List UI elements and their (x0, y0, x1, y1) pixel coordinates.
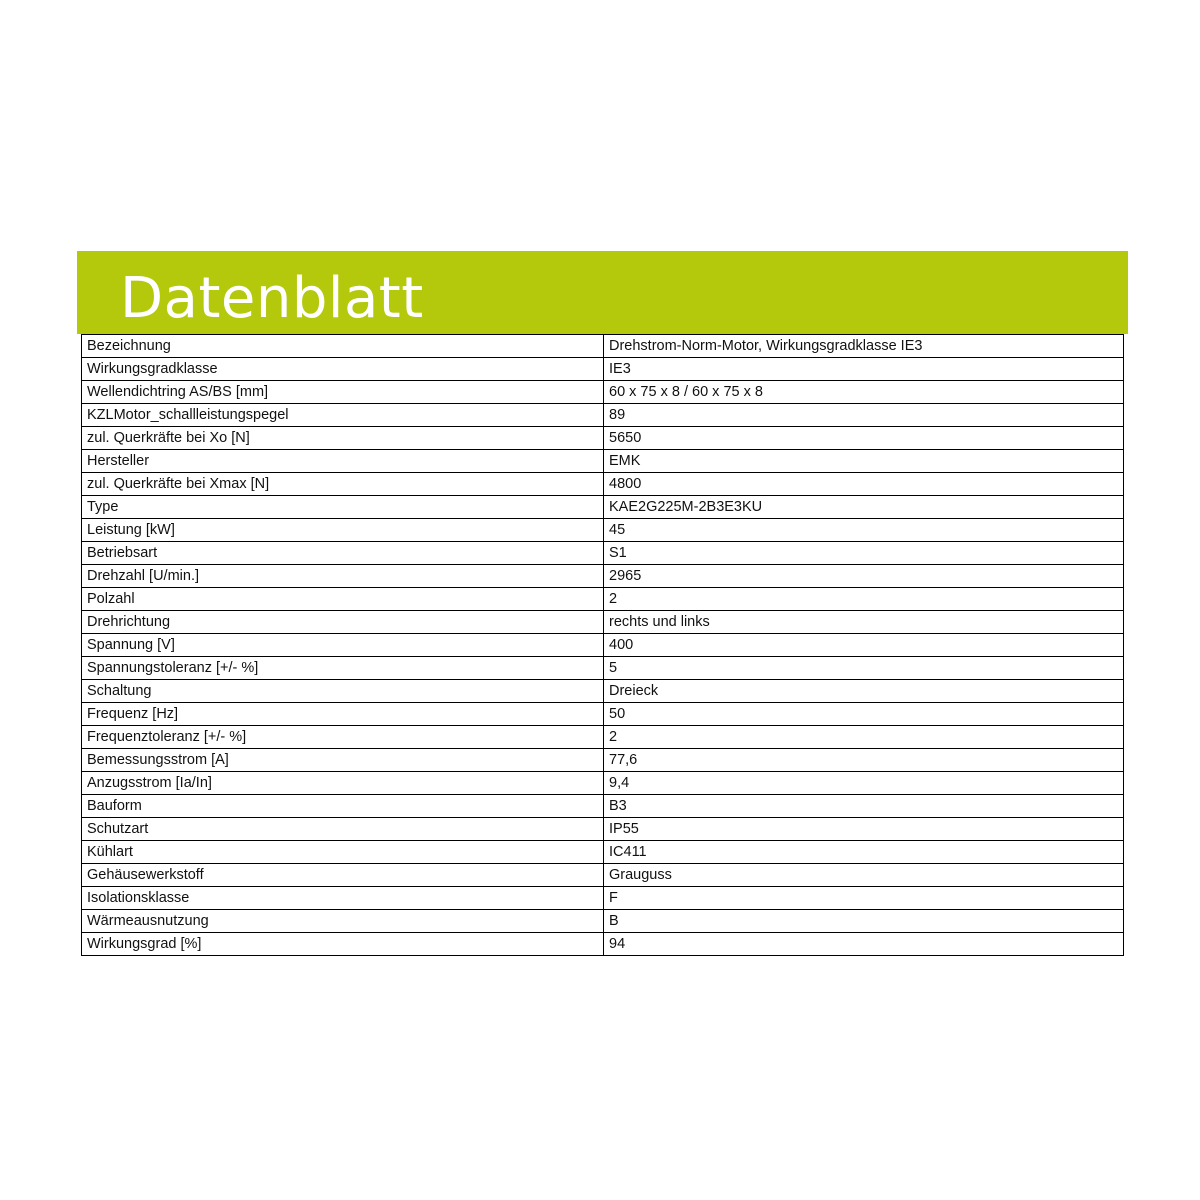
spec-label: Wirkungsgradklasse (82, 358, 604, 381)
spec-label: Leistung [kW] (82, 519, 604, 542)
spec-value: B3 (604, 795, 1124, 818)
spec-label: Wirkungsgrad [%] (82, 933, 604, 956)
spec-label: Anzugsstrom [Ia/In] (82, 772, 604, 795)
spec-value: 60 x 75 x 8 / 60 x 75 x 8 (604, 381, 1124, 404)
table-row (82, 749, 1124, 772)
spec-value: 2 (604, 726, 1124, 749)
table-row (82, 565, 1124, 588)
spec-value: IE3 (604, 358, 1124, 381)
spec-value: Drehstrom-Norm-Motor, Wirkungsgradklasse IE3 (604, 335, 1124, 358)
spec-value: IC411 (604, 841, 1124, 864)
spec-value: Grauguss (604, 864, 1124, 887)
spec-label: Polzahl (82, 588, 604, 611)
spec-label: Spannungstoleranz [+/- %] (82, 657, 604, 680)
spec-value: IP55 (604, 818, 1124, 841)
table-row (82, 427, 1124, 450)
table-row (82, 933, 1124, 956)
spec-label: Bezeichnung (82, 335, 604, 358)
spec-value: 5650 (604, 427, 1124, 450)
table-row (82, 726, 1124, 749)
spec-value: 45 (604, 519, 1124, 542)
spec-label: Bauform (82, 795, 604, 818)
table-row (82, 611, 1124, 634)
spec-value: 9,4 (604, 772, 1124, 795)
spec-value: EMK (604, 450, 1124, 473)
spec-label: Wärmeausnutzung (82, 910, 604, 933)
table-row (82, 381, 1124, 404)
spec-label: Schaltung (82, 680, 604, 703)
spec-value: Dreieck (604, 680, 1124, 703)
table-row (82, 841, 1124, 864)
spec-value: S1 (604, 542, 1124, 565)
spec-value: 50 (604, 703, 1124, 726)
table-row (82, 634, 1124, 657)
spec-label: Frequenz [Hz] (82, 703, 604, 726)
spec-value: rechts und links (604, 611, 1124, 634)
spec-label: Drehrichtung (82, 611, 604, 634)
header-banner (77, 251, 1128, 334)
table-row (82, 680, 1124, 703)
spec-label: Kühlart (82, 841, 604, 864)
spec-label: Frequenztoleranz [+/- %] (82, 726, 604, 749)
table-row (82, 795, 1124, 818)
spec-value: 94 (604, 933, 1124, 956)
spec-label: KZLMotor_schallleistungspegel (82, 404, 604, 427)
spec-table-body (82, 335, 1124, 956)
table-row (82, 335, 1124, 358)
spec-value: 400 (604, 634, 1124, 657)
table-row (82, 588, 1124, 611)
spec-value: 2965 (604, 565, 1124, 588)
table-row (82, 450, 1124, 473)
spec-value: F (604, 887, 1124, 910)
spec-value: B (604, 910, 1124, 933)
table-row (82, 496, 1124, 519)
spec-value: KAE2G225M-2B3E3KU (604, 496, 1124, 519)
table-row (82, 864, 1124, 887)
table-row (82, 703, 1124, 726)
spec-label: Type (82, 496, 604, 519)
table-row (82, 818, 1124, 841)
spec-label: Betriebsart (82, 542, 604, 565)
spec-label: zul. Querkräfte bei Xmax [N] (82, 473, 604, 496)
table-row (82, 542, 1124, 565)
spec-label: Bemessungsstrom [A] (82, 749, 604, 772)
table-row (82, 358, 1124, 381)
table-row (82, 404, 1124, 427)
spec-label: Schutzart (82, 818, 604, 841)
spec-value: 89 (604, 404, 1124, 427)
spec-table (81, 334, 1124, 956)
table-row (82, 519, 1124, 542)
table-row (82, 910, 1124, 933)
spec-value: 4800 (604, 473, 1124, 496)
table-row (82, 887, 1124, 910)
spec-label: Gehäusewerkstoff (82, 864, 604, 887)
spec-value: 77,6 (604, 749, 1124, 772)
table-row (82, 772, 1124, 795)
spec-label: Drehzahl [U/min.] (82, 565, 604, 588)
table-row (82, 657, 1124, 680)
page-title: Datenblatt (120, 266, 424, 331)
spec-value: 2 (604, 588, 1124, 611)
spec-label: Wellendichtring AS/BS [mm] (82, 381, 604, 404)
spec-label: Isolationsklasse (82, 887, 604, 910)
table-row (82, 473, 1124, 496)
spec-label: Hersteller (82, 450, 604, 473)
spec-label: zul. Querkräfte bei Xo [N] (82, 427, 604, 450)
spec-label: Spannung [V] (82, 634, 604, 657)
spec-value: 5 (604, 657, 1124, 680)
